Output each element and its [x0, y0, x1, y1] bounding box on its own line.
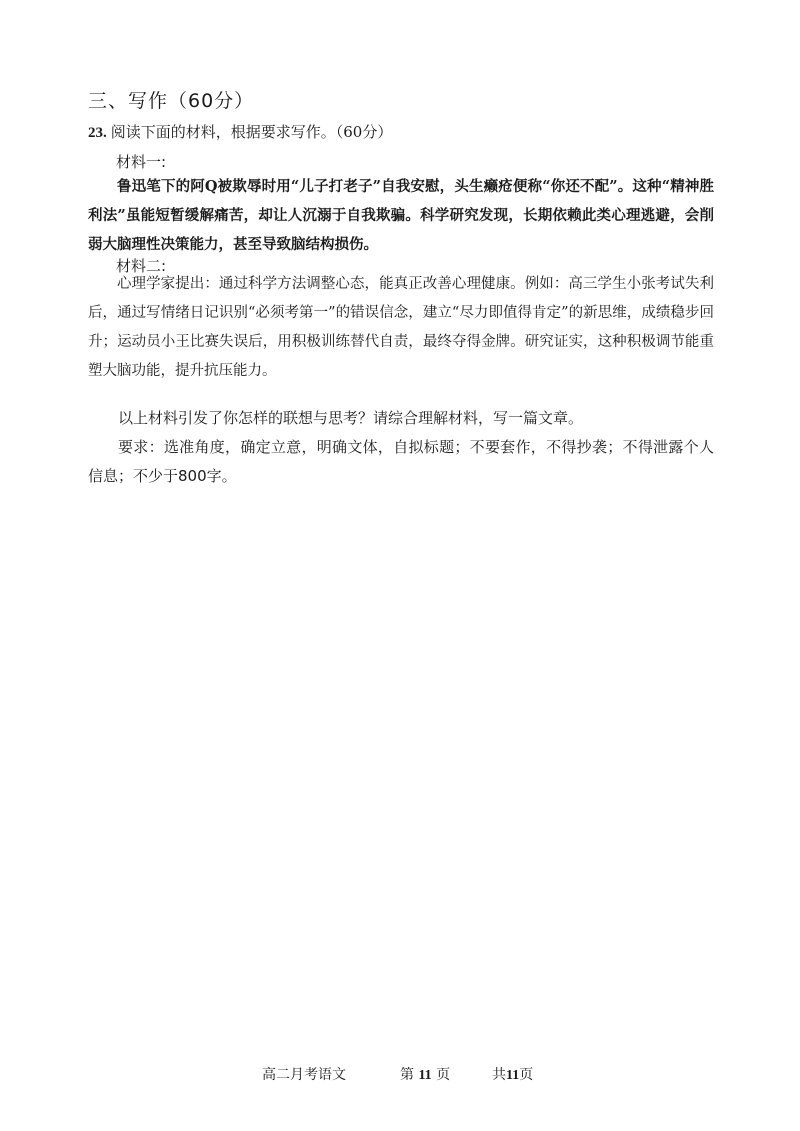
writing-prompt: 以上材料引发了你怎样的联想与思考？请综合理解材料，写一篇文章。 [118, 409, 584, 427]
exam-name: 高二月考语文 [262, 1067, 346, 1083]
question-text: 阅读下面的材料，根据要求写作。（60分） [110, 123, 393, 141]
page-indicator: 第 11 页 [400, 1067, 451, 1083]
material-one-text: 鲁迅笔下的阿Q被欺辱时用“儿子打老子”自我安慰，头生癞疮便称“你还不配”。这种“精神胜利法”虽能短暂缓解痛苦，却让人沉溺于自我欺骗。科学研究发现，长期依赖此类心理逃避，会削弱大脑理性决策能力，甚至导致脑结构损伤。 [88, 178, 714, 253]
question-stem [88, 120, 392, 145]
material-one-label: 材料一: [116, 153, 167, 171]
material-two-label: 材料二: [116, 257, 167, 275]
total-pages-indicator: 共11页 [492, 1067, 534, 1083]
section-title: 三、写作（60分） [88, 90, 255, 112]
writing-requirements: 要求：选准角度，确定立意，明确文体，自拟标题；不要套作，不得抄袭；不得泄露个人信息；不少于800字。 [88, 438, 714, 485]
material-two-text: 心理学家提出：通过科学方法调整心态，能真正改善心理健康。例如：高三学生小张考试失利后，通过写情绪日记识别“必须考第一”的错误信念，建立“尽力即值得肯定”的新思维，成绩稳步回升；运动员小王比赛失误后，用积极训练替代自责，最终夺得金牌。研究证实，这种积极调节能重塑大脑功能，提升抗压能力。 [88, 276, 714, 379]
question-number: 23. [88, 125, 107, 141]
total-pages: 11 [506, 1068, 520, 1083]
page-number: 11 [418, 1068, 432, 1083]
